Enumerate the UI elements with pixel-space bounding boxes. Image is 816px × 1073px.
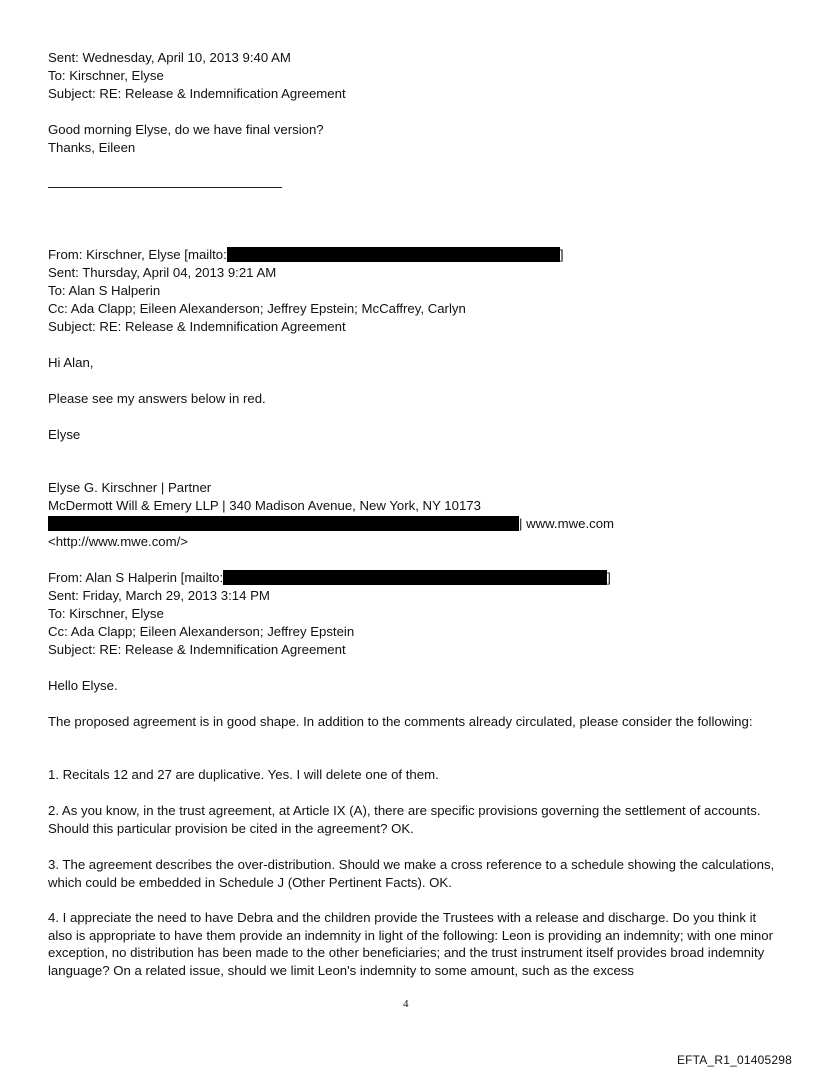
- email3-from-close: ]: [607, 570, 611, 585]
- email2-from-label: From: Kirschner, Elyse [mailto:: [48, 247, 227, 262]
- email2-from: [48, 246, 563, 264]
- email2-body: Please see my answers below in red.: [48, 391, 266, 406]
- email2-to: To: Alan S Halperin: [48, 283, 161, 298]
- redaction-box: [227, 247, 560, 262]
- email3-to: To: Kirschner, Elyse: [48, 606, 164, 621]
- email1-body: Good morning Elyse, do we have final version?: [48, 122, 324, 137]
- page-number: 4: [403, 998, 409, 1010]
- email1-to: To: Kirschner, Elyse: [48, 68, 164, 83]
- email1-subject: Subject: RE: Release & Indemnification Agreement: [48, 86, 346, 101]
- email3-cc: Cc: Ada Clapp; Eileen Alexanderson; Jeffrey Epstein: [48, 624, 355, 639]
- redaction-box: [48, 516, 519, 531]
- email1-signoff: Thanks, Eileen: [48, 140, 136, 155]
- email2-from-close: ]: [559, 247, 564, 262]
- email3-subject: Subject: RE: Release & Indemnification Agreement: [48, 642, 346, 657]
- email3-intro: The proposed agreement is in good shape. In addition to the comments already circulated, please consider the following:: [48, 714, 753, 729]
- document-id: EFTA_R1_01405298: [676, 1053, 792, 1067]
- email3-from: [48, 569, 611, 587]
- signature-name: Elyse G. Kirschner | Partner: [48, 480, 212, 495]
- email2-signoff: Elyse: [48, 427, 81, 442]
- signature-url: <http://www.mwe.com/>: [48, 534, 188, 549]
- email2-greeting: Hi Alan,: [48, 355, 94, 370]
- email3-item-3: 3. The agreement describes the over-distribution. Should we make a cross reference to a schedule showing the calculations, which could be embedded in Schedule J (Other Pertinent Facts). OK.: [48, 857, 775, 890]
- signature-contact: [48, 515, 614, 533]
- email3-item-2: 2. As you know, in the trust agreement, at Article IX (A), there are specific provisions governing the settlement of accounts. Should this particular provision be cited in the agreement? OK.: [48, 803, 761, 836]
- email3-greeting: Hello Elyse.: [48, 678, 118, 693]
- email2-subject: Subject: RE: Release & Indemnification Agreement: [48, 319, 346, 334]
- email2-sent: Sent: Thursday, April 04, 2013 9:21 AM: [48, 265, 277, 280]
- signature-firm: McDermott Will & Emery LLP | 340 Madison Avenue, New York, NY 10173: [48, 498, 481, 513]
- redaction-box: [223, 570, 607, 585]
- signature-website: | www.mwe.com: [519, 516, 615, 531]
- email3-sent: Sent: Friday, March 29, 2013 3:14 PM: [48, 588, 270, 603]
- email2-cc: Cc: Ada Clapp; Eileen Alexanderson; Jeffrey Epstein; McCaffrey, Carlyn: [48, 301, 466, 316]
- email3-item-1: 1. Recitals 12 and 27 are duplicative. Yes. I will delete one of them.: [48, 767, 439, 782]
- email1-sent: Sent: Wednesday, April 10, 2013 9:40 AM: [48, 50, 291, 65]
- separator-line: [48, 187, 282, 188]
- email3-from-label: From: Alan S Halperin [mailto:: [48, 570, 224, 585]
- email3-item-4: 4. I appreciate the need to have Debra and the children provide the Trustees with a release and discharge. Do you think it also is appropriate to have them provide an indemnity in light of the following: Leon is providing an indemnity; with one minor exception, no distribution has been made to the other beneficiaries; and the trust instrument itself provides broad indemnity language? On a related issue, should we limit Leon's indemnity to some amount, such as the excess: [48, 910, 773, 978]
